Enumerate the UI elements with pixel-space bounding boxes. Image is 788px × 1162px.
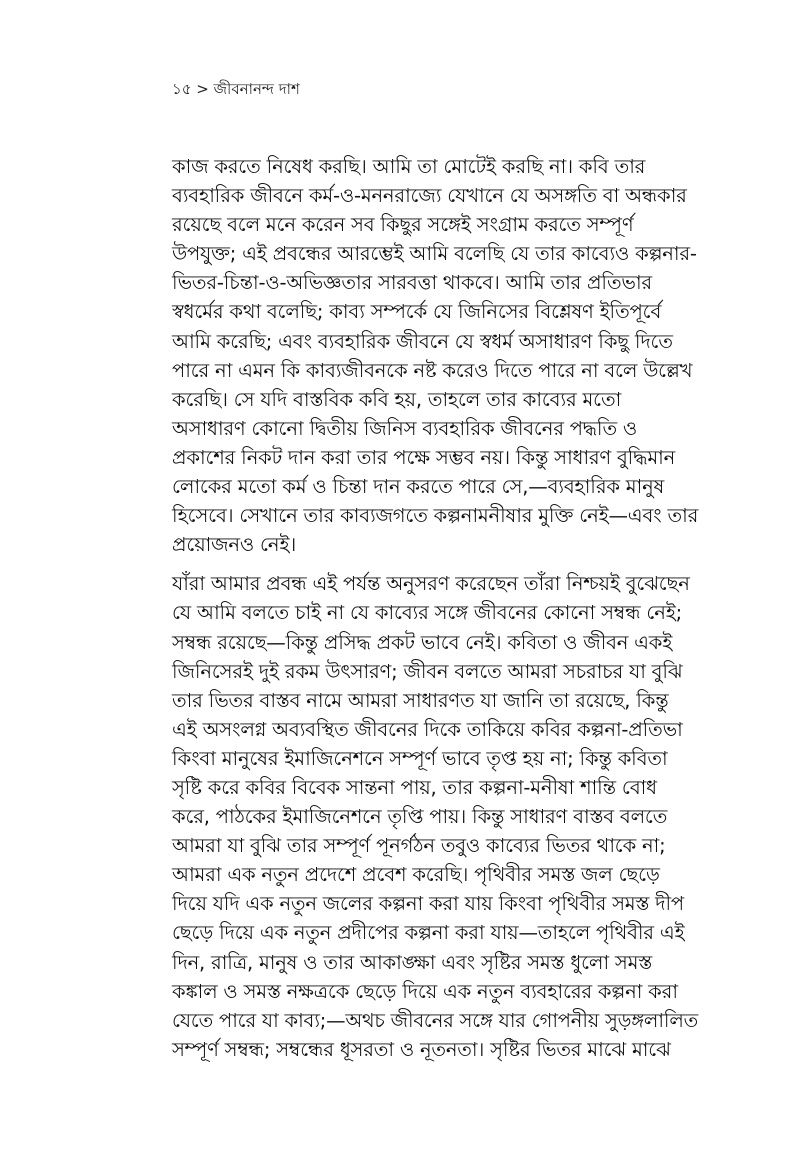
- text-line: কাজ করতে নিষেধ করছি। আমি তা মোটেই করছি না। কবি তার: [172, 155, 646, 178]
- text-line: রয়েছে বলে মনে করেন সব কিছুর সঙ্গেই সংগ্রাম করতে সম্পূর্ণ: [172, 213, 634, 237]
- running-header: [172, 78, 300, 103]
- text-line: কঙ্কাল ও সমস্ত নক্ষত্রকে ছেড়ে দিয়ে এক নতুন ব্যবহারের কল্পনা করা: [172, 979, 678, 1003]
- text-line: আমরা যা বুঝি তার সম্পূর্ণ পূনর্গঠন তবুও কাব্যের ভিতর থাকে না;: [172, 834, 666, 858]
- paragraph-gap: [172, 559, 698, 569]
- paragraph-2: [172, 569, 698, 1064]
- text-line: সম্পূর্ণ সম্বন্ধ; সম্বন্ধের ধূসরতা ও নূতনতা। সৃষ্টির ভিতর মাঝে মাঝে: [172, 1037, 671, 1061]
- text-line: লোকের মতো কর্ম ও চিন্তা দান করতে পারে সে,—ব্যবহারিক মানুষ: [172, 475, 665, 499]
- text-line: পারে না এমন কি কাব্যজীবনকে নষ্ট করেও দিতে পারে না বলে উল্লেখ: [172, 358, 693, 382]
- text-line: ভিতর-চিন্তা-ও-অভিজ্ঞতার সারবত্তা থাকবে। আমি তার প্রতিভার: [172, 271, 652, 295]
- text-line: অসাধারণ কোনো দ্বিতীয় জিনিস ব্যবহারিক জীবনের পদ্ধতি ও: [172, 416, 638, 440]
- text-line: দিয়ে যদি এক নতুন জলের কল্পনা করা যায় কিংবা পৃথিবীর সমস্ত দীপ: [172, 892, 684, 916]
- header-separator: >: [196, 80, 209, 98]
- text-line: সম্বন্ধ রয়েছে—কিন্তু প্রসিদ্ধ প্রকট ভাবে নেই। কবিতা ও জীবন একই: [172, 630, 673, 654]
- text-line: আমি করেছি; এবং ব্যবহারিক জীবনে যে স্বধর্ম অসাধারণ কিছু দিতে: [172, 329, 673, 353]
- text-line: করেছি। সে যদি বাস্তবিক কবি হয়, তাহলে তার কাব্যের মতো: [172, 387, 622, 411]
- text-line: যেতে পারে যা কাব্য;—অথচ জীবনের সঙ্গে যার গোপনীয় সুড়ঙ্গলালিত: [172, 1008, 699, 1032]
- text-line: জিনিসেরই দুই রকম উৎসারণ; জীবন বলতে আমরা সচরাচর যা বুঝি: [172, 659, 683, 683]
- text-line: সৃষ্টি করে কবির বিবেক সান্তনা পায়, তার কল্পনা-মনীষা শান্তি বোধ: [172, 775, 657, 799]
- text-line: তার ভিতর বাস্তব নামে আমরা সাধারণত যা জানি তা রয়েছে, কিন্তু: [172, 688, 669, 712]
- text-line: প্রয়োজনও নেই।: [172, 533, 297, 557]
- text-line: দিন, রাত্রি, মানুষ ও তার আকাঙ্ক্ষা এবং সৃষ্টির সমস্ত ধুলো সমস্ত: [172, 950, 653, 974]
- text-line: স্বধর্মের কথা বলেছি; কাব্য সম্পর্কে যে জিনিসের বিশ্লেষণ ইতিপূর্বে: [172, 300, 662, 324]
- text-line: এই অসংলগ্ন অব্যবস্থিত জীবনের দিকে তাকিয়ে কবির কল্পনা-প্রতিভা: [172, 717, 683, 741]
- body-text: [172, 152, 698, 1064]
- book-title: জীবনানন্দ দাশ: [213, 80, 300, 98]
- text-line: ব্যবহারিক জীবনে কর্ম-ও-মননরাজ্যে যেখানে যে অসঙ্গতি বা অন্ধকার: [172, 184, 687, 208]
- page-number: ১৫: [172, 80, 192, 98]
- text-line: হিসেবে। সেখানে তার কাব্যজগতে কল্পনামনীষার মুক্তি নেই—এবং তার: [172, 504, 699, 528]
- text-line: যাঁরা আমার প্রবন্ধ এই পর্যন্ত অনুসরণ করেছেন তাঁরা নিশ্চয়ই বুঝেছেন: [172, 572, 690, 596]
- paragraph-1: [172, 152, 698, 559]
- text-line: যে আমি বলতে চাই না যে কাব্যের সঙ্গে জীবনের কোনো সম্বন্ধ নেই;: [172, 601, 683, 625]
- text-line: করে, পাঠকের ইমাজিনেশনে তৃপ্তি পায়। কিন্তু সাধারণ বাস্তব বলতে: [172, 805, 668, 829]
- text-line: আমরা এক নতুন প্রদেশে প্রবেশ করেছি। পৃথিবীর সমস্ত জল ছেড়ে: [172, 863, 660, 887]
- text-line: উপযুক্ত; এই প্রবন্ধের আরম্ভেই আমি বলেছি যে তার কাব্যেও কল্পনার-: [172, 242, 697, 266]
- text-line: ছেড়ে দিয়ে এক নতুন প্রদীপের কল্পনা করা যায়—তাহলে পৃথিবীর এই: [172, 921, 685, 945]
- text-line: কিংবা মানুষের ইমাজিনেশনে সম্পূর্ণ ভাবে তৃপ্ত হয় না; কিন্তু কবিতা: [172, 746, 668, 770]
- text-line: প্রকাশের নিকট দান করা তার পক্ষে সম্ভব নয়। কিন্তু সাধারণ বুদ্ধিমান: [172, 445, 676, 469]
